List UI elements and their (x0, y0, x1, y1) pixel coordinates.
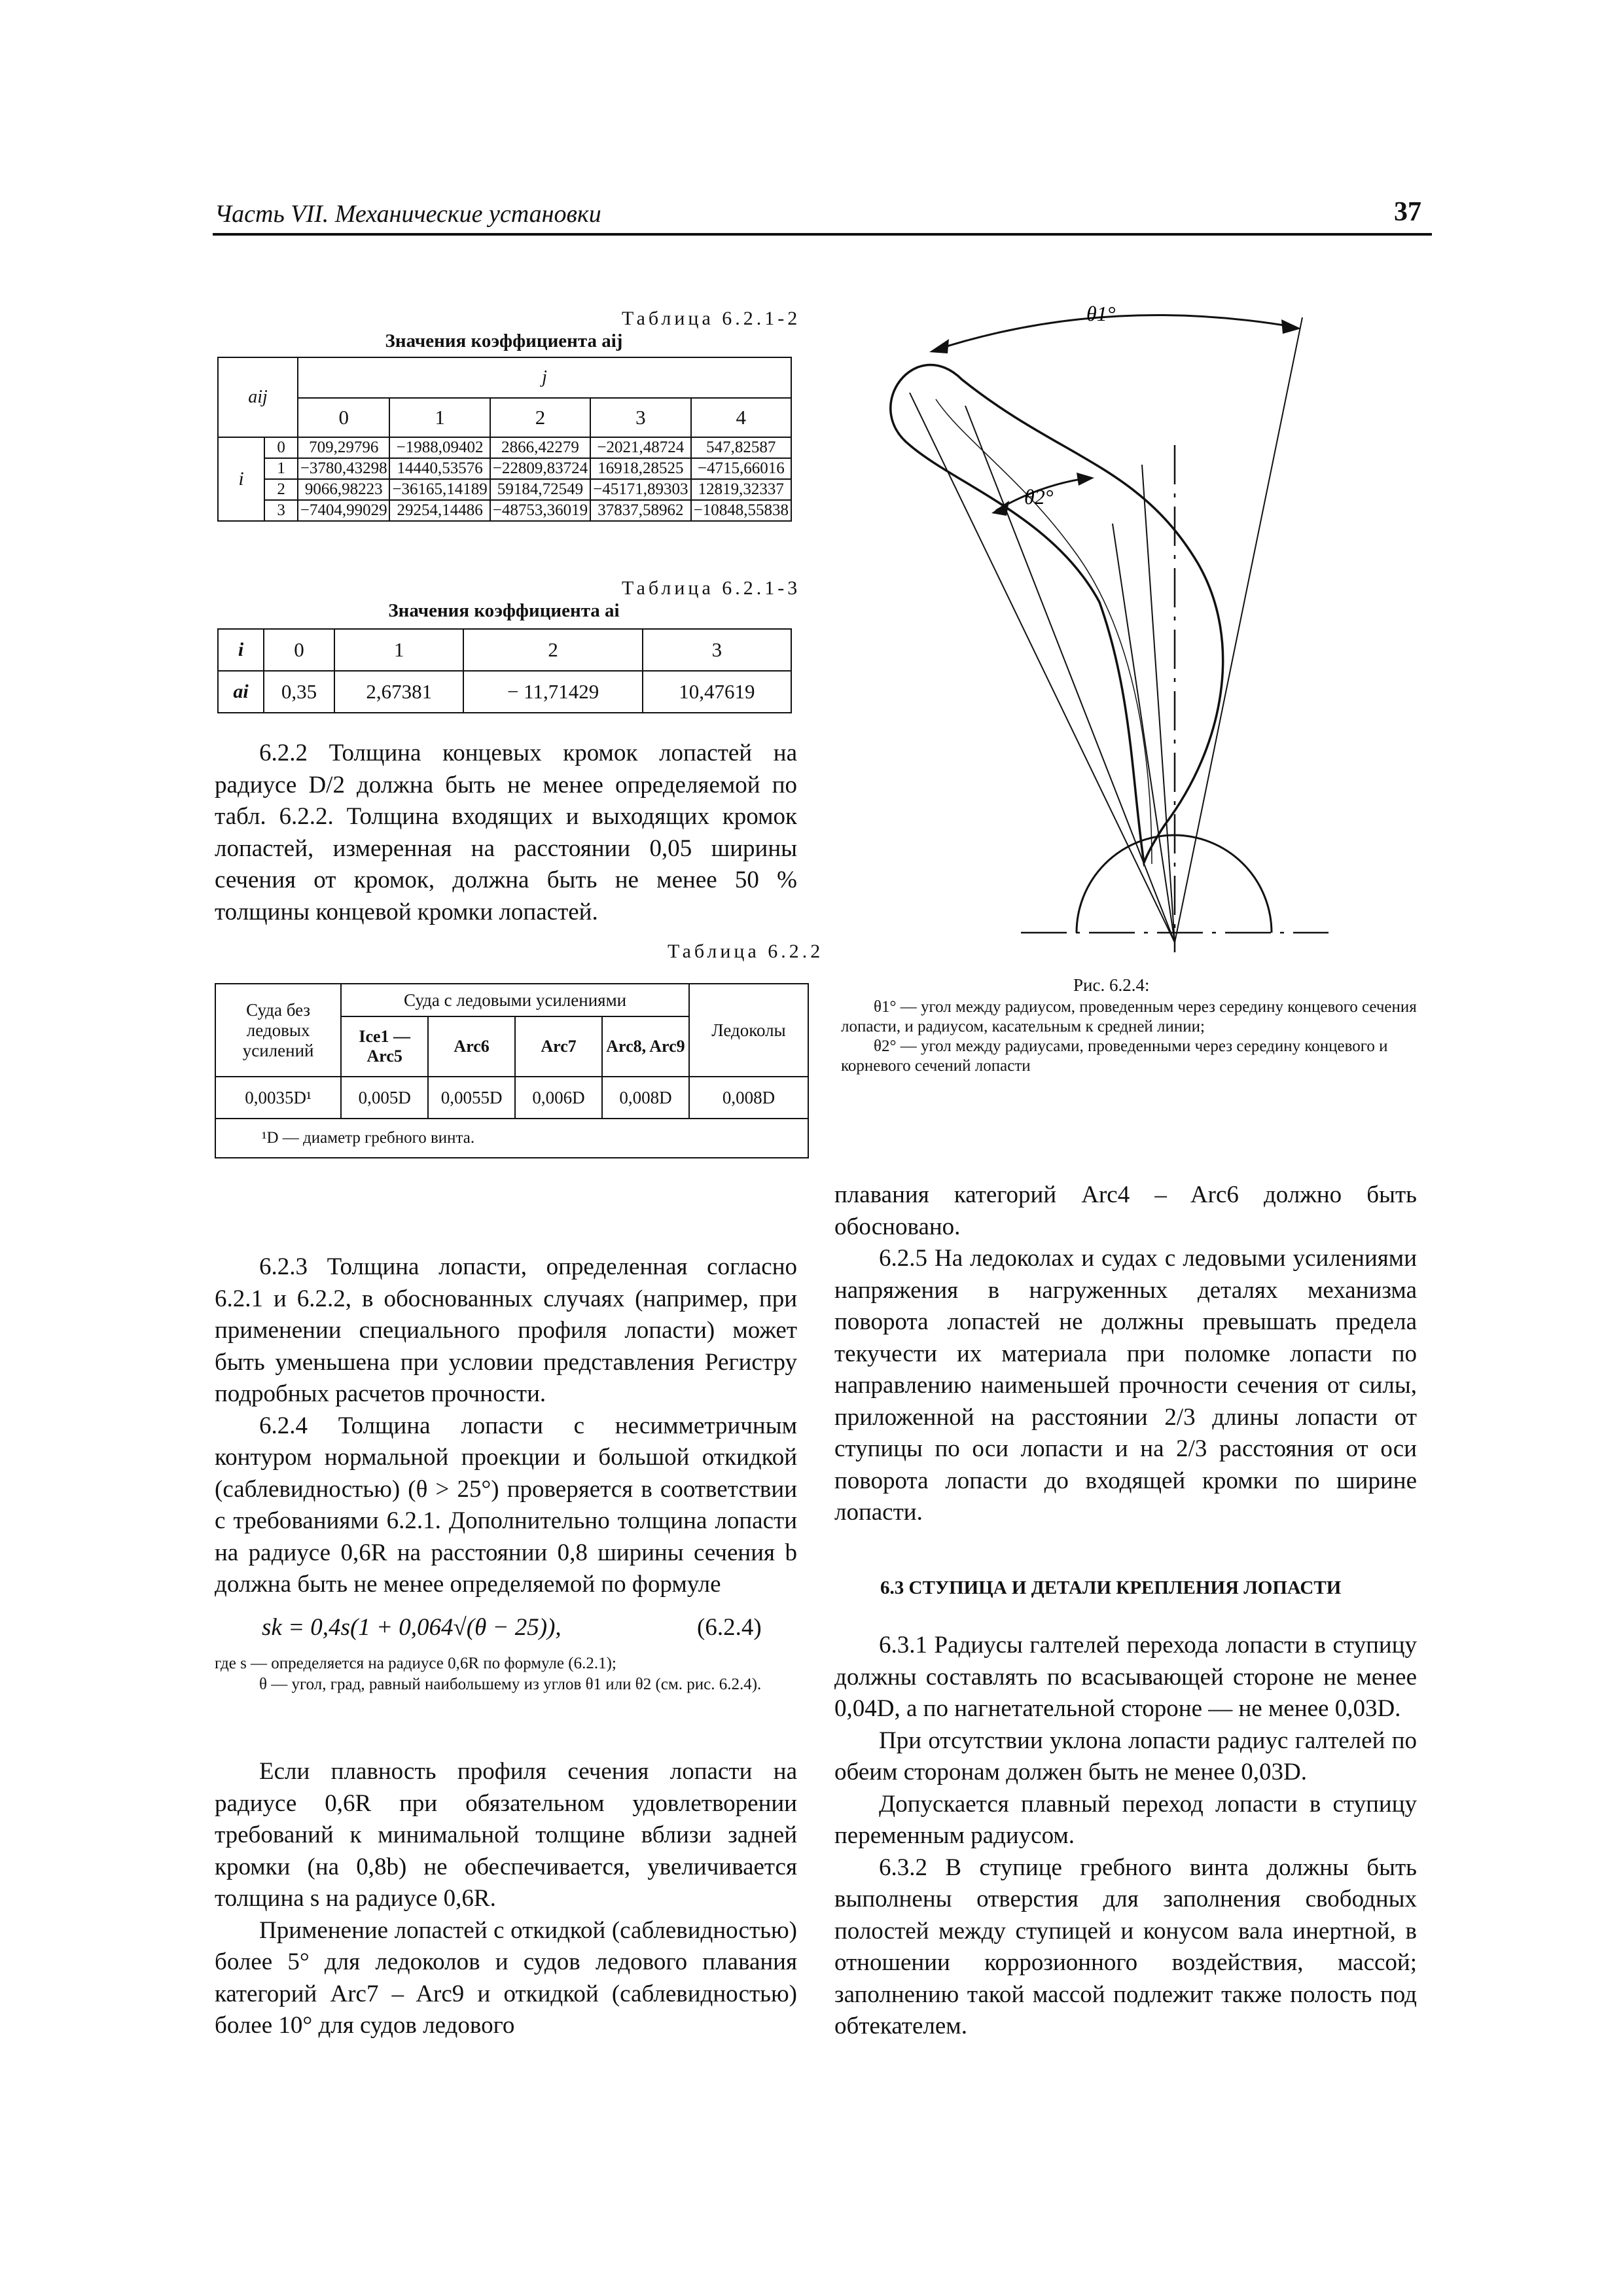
table-cell: 547,82587 (691, 437, 791, 458)
table-cell: −3780,43298 (298, 458, 389, 479)
paragraph-continuation: плавания категорий Arc4 – Arc6 должно быть обосновано. (834, 1181, 1417, 1240)
arrow-head (1281, 319, 1301, 334)
header-rule (213, 233, 1432, 236)
paragraph-6-2-2 (215, 738, 797, 928)
table-6-2-2 (215, 983, 809, 1158)
table-cell: 29254,14486 (389, 500, 490, 521)
paragraph-transition: Допускается плавный переход лопасти в ступицу переменным радиусом. (834, 1790, 1417, 1849)
table-row-index: 3 (264, 500, 298, 521)
table-col-ice: Суда с ледовыми усилениями (341, 984, 689, 1016)
table-cell: 709,29796 (298, 437, 389, 458)
table-row-index: 1 (264, 458, 298, 479)
table-cell: 9066,98223 (298, 479, 389, 500)
table-cell: 16918,28525 (590, 458, 690, 479)
table-cell: 59184,72549 (490, 479, 590, 500)
table-row-ai: ai (218, 671, 264, 713)
table-cell: 37837,58962 (590, 500, 690, 521)
section-heading-6-3: 6.3 СТУПИЦА И ДЕТАЛИ КРЕПЛЕНИЯ ЛОПАСТИ (880, 1577, 1342, 1598)
table-row-index: 2 (264, 479, 298, 500)
paragraph-smoothness: Если плавность профиля сечения лопасти на радиусе 0,6R при обязательном удовлетворении требований к минимальной толщине вблизи задней кромки (на 0,8b) не обеспечивается, увеличивается толщина s на радиусе 0,6R. (215, 1758, 797, 1912)
radial-line (910, 393, 1175, 942)
table-col-header: 1 (334, 629, 463, 671)
table-subcol: Arc6 (428, 1016, 515, 1077)
left-column-text-end (215, 1756, 797, 2042)
table-cell: 10,47619 (643, 671, 791, 713)
paragraph-6-3-1: 6.3.1 Радиусы галтелей перехода лопасти в ступицу должны составлять по всасывающей стороне не менее 0,04D, а по нагнетательной стороне — не менее 0,03D. (834, 1632, 1417, 1722)
table-col-header: 0 (298, 398, 389, 437)
table-col-header: 4 (691, 398, 791, 437)
formula-notes (215, 1653, 797, 1695)
table-6-2-1-3-title: Значения коэффициента ai (388, 600, 620, 621)
formula-note: где s — определяется на радиусе 0,6R по формуле (6.2.1); (215, 1655, 616, 1672)
table-col-icebreakers: Ледоколы (689, 984, 808, 1077)
running-header-title: Часть VII. Механические установки (215, 200, 601, 228)
theta2-label: θ2° (1024, 485, 1054, 509)
table-cell: 2,67381 (334, 671, 463, 713)
figure-caption (841, 997, 1417, 1076)
table-6-2-1-3-caption: Таблица 6.2.1-3 (622, 577, 801, 599)
formula-number: (6.2.4) (697, 1614, 762, 1641)
figure-6-2-4 (825, 288, 1427, 956)
table-i-label: i (218, 437, 264, 521)
paragraph-6-2-4: 6.2.4 Толщина лопасти с несимметричным контуром нормальной проекции и большой откидкой (саблевидностью) (θ > 25°) проверяется в соответствии с требованиями 6.2.1. Дополнительно толщина лопасти на радиусе 0,6R на расстоянии 0,8 ширины сечения b должна быть не менее определяемой по формуле (215, 1412, 797, 1598)
table-6-2-2-caption: Таблица 6.2.2 (668, 941, 824, 962)
left-column-text (215, 1251, 797, 1601)
paragraph-6-2-3: 6.2.3 Толщина лопасти, определенная согласно 6.2.1 и 6.2.2, в обоснованных случаях (например, при применении специального профиля лопасти) может быть уменьшена при условии представления Регистру подробных расчетов прочности. (215, 1253, 797, 1407)
table-cell: −10848,55838 (691, 500, 791, 521)
figure-caption-line: θ2° — угол между радиусами, проведенными через середину концевого и корневого сечений лопасти (841, 1037, 1388, 1075)
table-cell: −2021,48724 (590, 437, 690, 458)
table-cell: −48753,36019 (490, 500, 590, 521)
arrow-head (929, 339, 949, 353)
table-cell: 0,008D (689, 1077, 808, 1119)
blade-midline (936, 399, 1152, 864)
table-col-header: 2 (490, 398, 590, 437)
formula-6-2-4: sk = 0,4s(1 + 0,064√(θ − 25)), (262, 1614, 562, 1641)
table-cell: 0,005D (341, 1077, 428, 1119)
right-column-section-6-3 (834, 1630, 1417, 2043)
table-j-label: j (298, 357, 791, 398)
table-header-i: i (218, 629, 264, 671)
table-cell: −22809,83724 (490, 458, 590, 479)
table-cell: 0,0035D¹ (215, 1077, 341, 1119)
table-col-header: 1 (389, 398, 490, 437)
table-row-index: 0 (264, 437, 298, 458)
table-footnote: ¹D — диаметр гребного винта. (215, 1119, 808, 1158)
page-number: 37 (1394, 197, 1421, 227)
figure-caption-title: Рис. 6.2.4: (1073, 975, 1150, 995)
arrow-head (1077, 473, 1094, 486)
table-col-header: 3 (590, 398, 690, 437)
formula-note: θ — угол, град, равный наибольшему из углов θ1 или θ2 (см. рис. 6.2.4). (259, 1676, 762, 1693)
table-cell: −1988,09402 (389, 437, 490, 458)
table-cell: −7404,99029 (298, 500, 389, 521)
paragraph-6-3-2: 6.3.2 В ступице гребного винта должны быть выполнены отверстия для заполнения свободных полостей между ступицей и конусом вала инертной, в отношении коррозионного воздействия, массой; заполнению такой массой подлежит также полость под обтекателем. (834, 1854, 1417, 2039)
table-cell: 12819,32337 (691, 479, 791, 500)
table-6-2-1-2 (217, 357, 792, 522)
table-col-header: 2 (463, 629, 642, 671)
table-subcol: Arc8, Arc9 (602, 1016, 689, 1077)
table-cell: −4715,66016 (691, 458, 791, 479)
theta1-label: θ1° (1086, 302, 1116, 325)
table-corner-aij: aij (218, 357, 298, 437)
table-subcol: Arc7 (515, 1016, 602, 1077)
right-column-text (834, 1179, 1417, 1529)
table-col-header: 0 (264, 629, 334, 671)
radial-line (1175, 317, 1302, 942)
table-cell: 0,0055D (428, 1077, 515, 1119)
figure-caption-line: θ1° — угол между радиусом, проведенным через середину концевого сечения лопасти, и радиусом, касательным к средней линии; (841, 998, 1417, 1035)
table-cell: − 11,71429 (463, 671, 642, 713)
paragraph-skew: Применение лопастей с откидкой (саблевидностью) более 5° для ледоколов и судов ледового плавания категорий Arc7 – Arc9 и откидкой (саблевидностью) более 10° для судов ледового (215, 1916, 797, 2039)
table-cell: 2866,42279 (490, 437, 590, 458)
table-subcol: Ice1 — Arc5 (341, 1016, 428, 1077)
table-cell: 0,35 (264, 671, 334, 713)
blade-outline (891, 365, 1223, 863)
table-cell: 14440,53576 (389, 458, 490, 479)
paragraph-no-slope: При отсутствии уклона лопасти радиус галтелей по обеим сторонам должен быть не менее 0,03D. (834, 1727, 1417, 1785)
table-6-2-1-3 (217, 628, 792, 713)
table-cell: 0,006D (515, 1077, 602, 1119)
paragraph-6-2-5: 6.2.5 На ледоколах и судах с ледовыми усилениями напряжения в нагруженных деталях механизма поворота лопастей не должны превышать предела текучести их материала при поломке лопасти по направлению наименьшей прочности сечения от силы, приложенной на расстоянии 2/3 длины лопасти от ступицы по оси лопасти и на 2/3 расстояния от оси поворота лопасти до входящей кромки по ширине лопасти. (834, 1245, 1417, 1526)
radial-line (1113, 524, 1175, 942)
table-6-2-1-2-caption: Таблица 6.2.1-2 (622, 308, 801, 329)
table-6-2-1-2-title: Значения коэффициента aij (385, 331, 623, 351)
table-cell: −45171,89303 (590, 479, 690, 500)
paragraph-text: 6.2.2 Толщина концевых кромок лопастей на радиусе D/2 должна быть не менее определяемой по табл. 6.2.2. Толщина входящих и выходящих кромок лопастей, измеренная на расстоянии 0,05 ширины сечения от кромок, должна быть не менее 50 % толщины концевой кромки лопастей. (215, 740, 797, 925)
table-cell: −36165,14189 (389, 479, 490, 500)
table-col-header: 3 (643, 629, 791, 671)
table-cell: 0,008D (602, 1077, 689, 1119)
table-col-no-ice: Суда без ледовых усилений (215, 984, 341, 1077)
